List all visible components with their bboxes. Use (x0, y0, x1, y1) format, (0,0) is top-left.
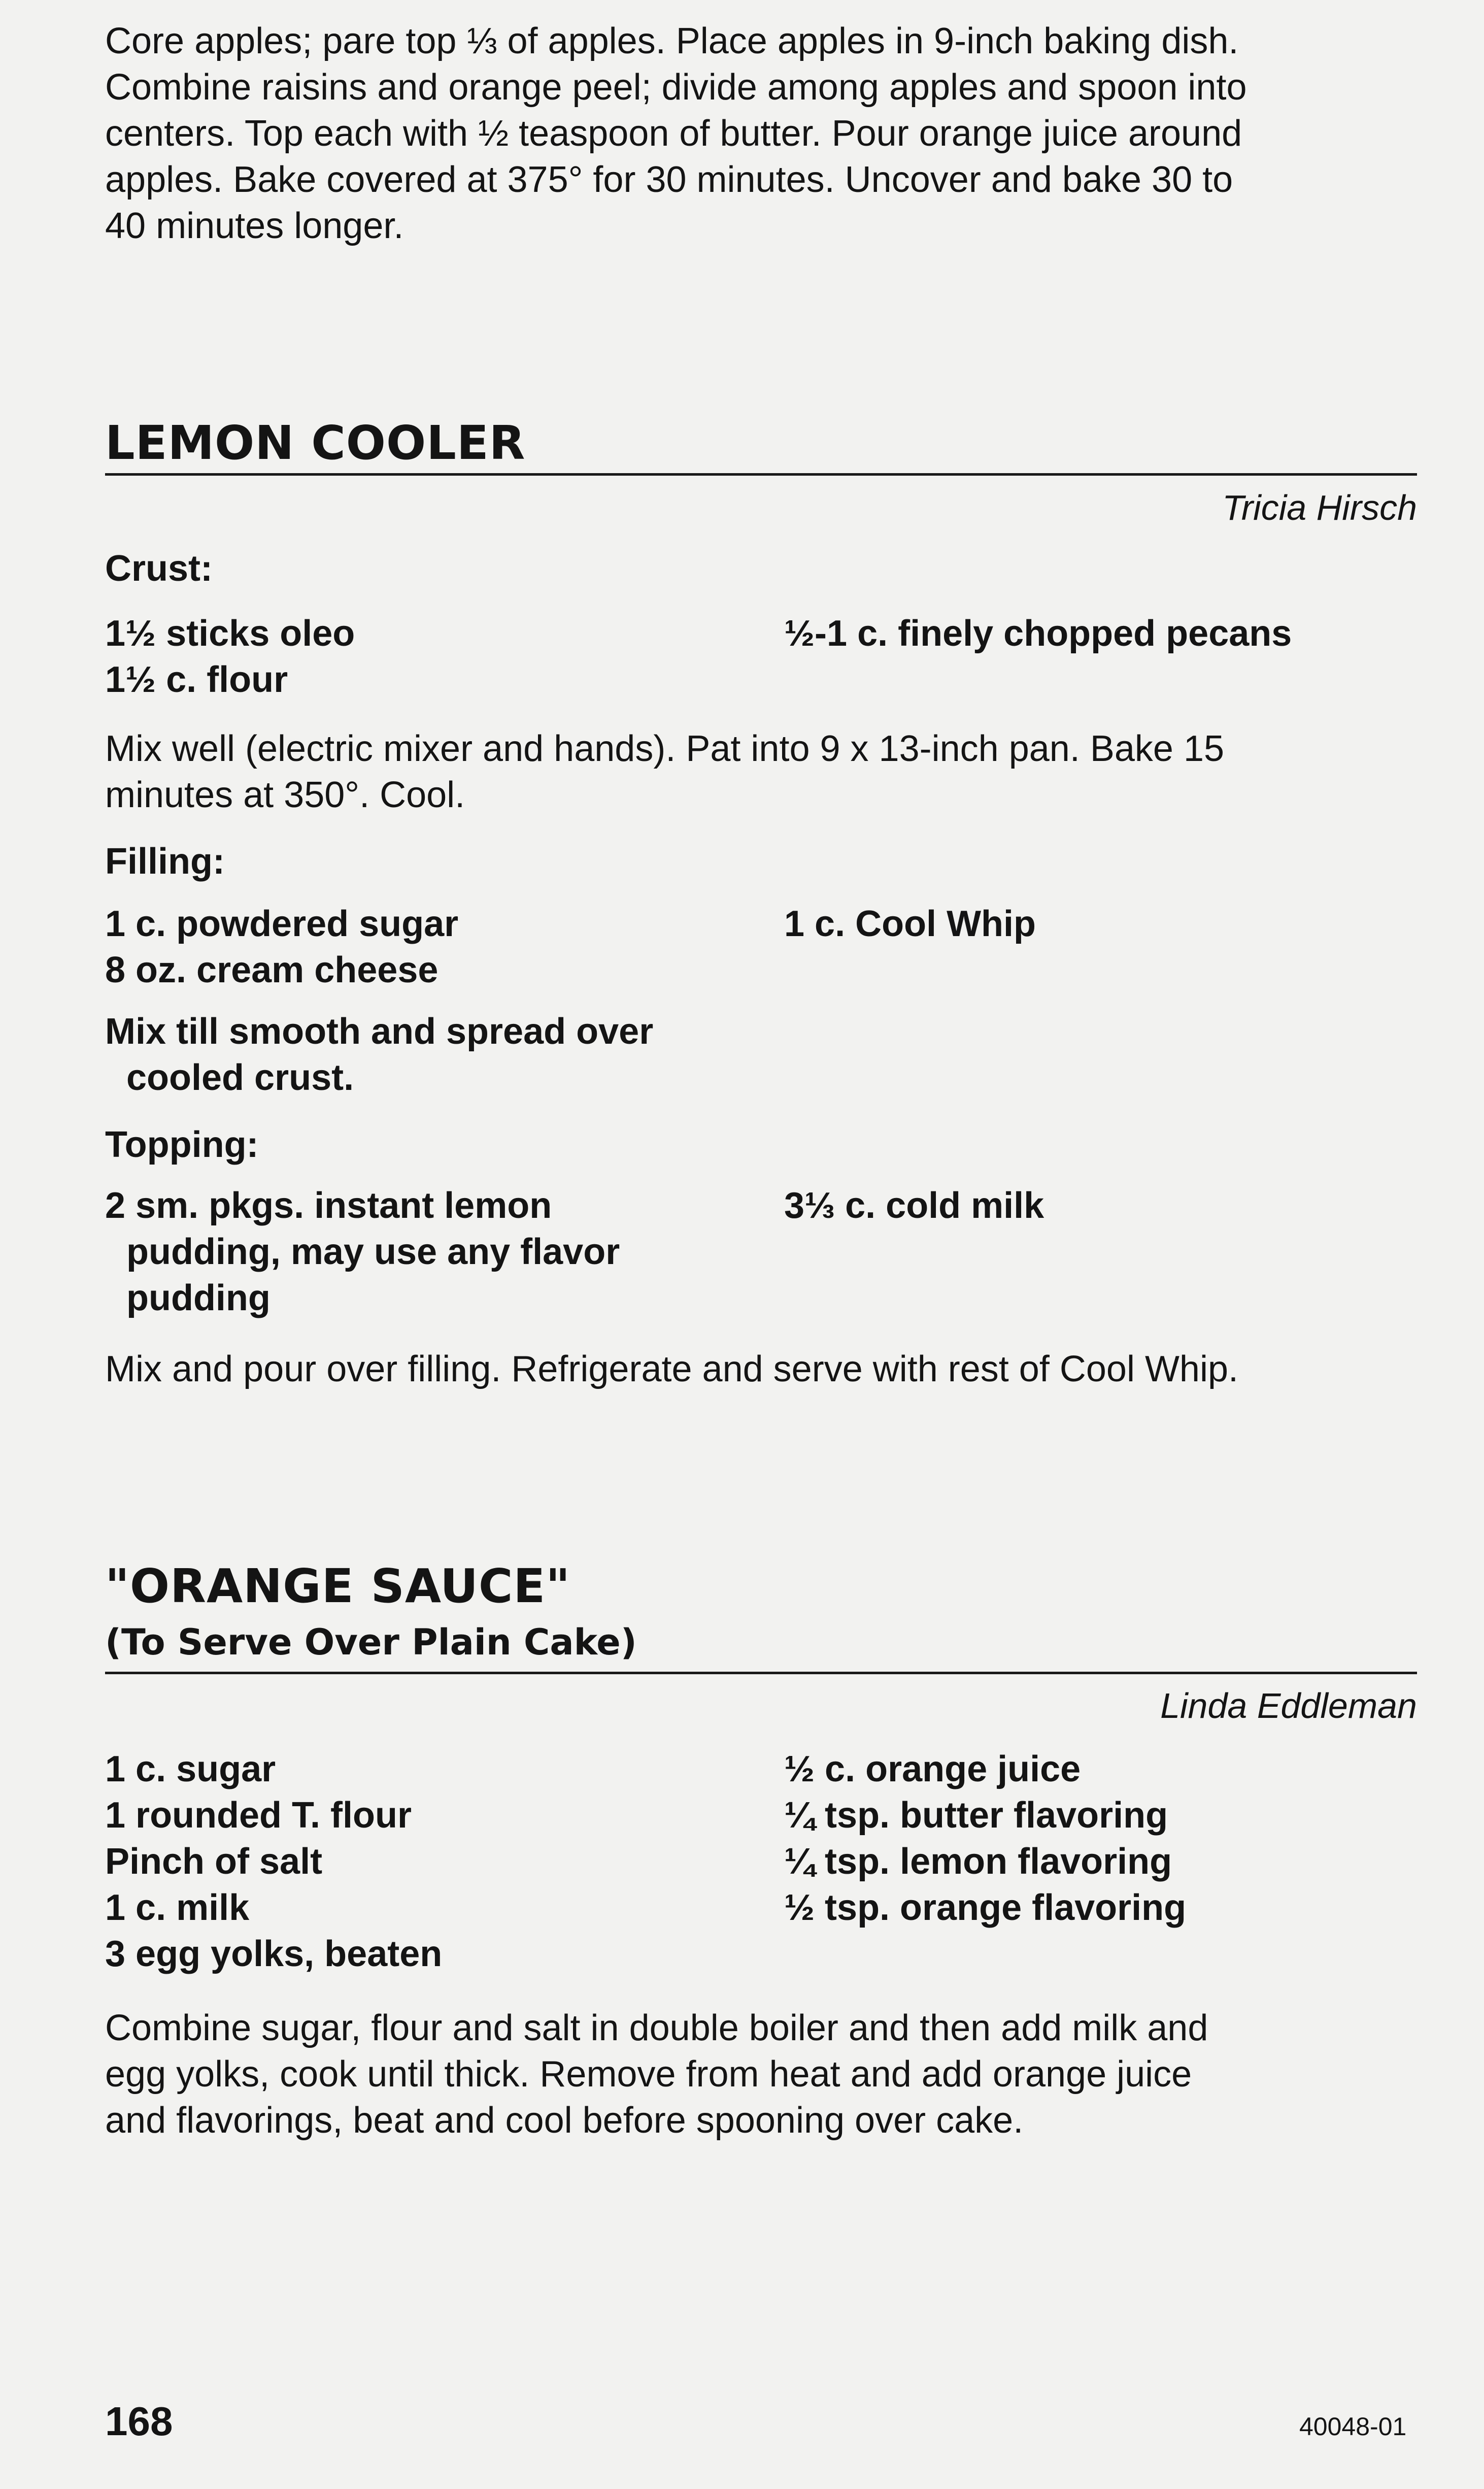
topping-ingredients-right (784, 1183, 1044, 1229)
title-rule (105, 1672, 1417, 1674)
ingredient-item: 1½ sticks oleo (105, 613, 355, 654)
ingredient-item: 3⅓ c. cold milk (784, 1185, 1044, 1226)
ingredient-item: 8 oz. cream cheese (105, 950, 439, 990)
directions-line: cooled crust. (126, 1057, 354, 1098)
intro-line: apples. Bake covered at 375° for 30 minutes. Uncover and bake 30 to (105, 159, 1233, 200)
ingredient-item: pudding, may use any flavor (126, 1232, 620, 1272)
intro-line: centers. Top each with ½ teaspoon of butter. Pour orange juice around (105, 113, 1242, 154)
filling-ingredients-right (784, 901, 1036, 947)
ingredient-item: 3 egg yolks, beaten (105, 1934, 443, 1974)
title-rule (105, 473, 1417, 476)
ingredient-item: 2 sm. pkgs. instant lemon (105, 1185, 552, 1226)
section-heading-topping: Topping: (105, 1124, 259, 1165)
section-heading-crust: Crust: (105, 548, 213, 589)
print-code: 40048-01 (1299, 2412, 1407, 2441)
recipe-title-orange-sauce: "ORANGE SAUCE" (105, 1559, 571, 1613)
orange-sauce-ingredients-right (784, 1746, 1186, 1931)
ingredient-item: ¼ tsp. lemon flavoring (784, 1841, 1172, 1882)
ingredient-item: 1½ c. flour (105, 659, 288, 700)
ingredient-item: 1 c. Cool Whip (784, 904, 1036, 944)
directions-line: Mix well (electric mixer and hands). Pat into 9 x 13-inch pan. Bake 15 (105, 728, 1225, 769)
directions-line: Combine sugar, flour and salt in double boiler and then add milk and (105, 2008, 1208, 2048)
ingredient-item: 1 c. powdered sugar (105, 904, 459, 944)
intro-line: 40 minutes longer. (105, 206, 404, 246)
intro-line: Combine raisins and orange peel; divide among apples and spoon into (105, 67, 1247, 108)
orange-sauce-directions (105, 2005, 1208, 2144)
intro-paragraph (105, 18, 1247, 249)
orange-sauce-ingredients-left (105, 1746, 442, 1977)
ingredient-item: Pinch of salt (105, 1841, 323, 1882)
filling-ingredients-left (105, 901, 458, 993)
ingredient-item: ½ tsp. orange flavoring (784, 1887, 1187, 1928)
ingredient-item: 1 c. milk (105, 1887, 250, 1928)
ingredient-item: pudding (126, 1278, 271, 1318)
page-number: 168 (105, 2399, 173, 2444)
directions-line: and flavorings, beat and cool before spooning over cake. (105, 2100, 1024, 2141)
section-heading-filling: Filling: (105, 841, 225, 882)
directions-line: egg yolks, cook until thick. Remove from heat and add orange juice (105, 2054, 1192, 2095)
recipe-subtitle: (To Serve Over Plain Cake) (105, 1621, 637, 1663)
recipe-author: Tricia Hirsch (1222, 488, 1417, 527)
intro-line: Core apples; pare top ⅓ of apples. Place apples in 9-inch baking dish. (105, 21, 1239, 61)
topping-directions (105, 1346, 1238, 1392)
recipe-title-lemon-cooler: LEMON COOLER (105, 416, 526, 470)
crust-ingredients-left (105, 611, 355, 703)
topping-ingredients-left (105, 1183, 620, 1321)
ingredient-item: 1 c. sugar (105, 1749, 276, 1789)
ingredient-item: ¼ tsp. butter flavoring (784, 1795, 1168, 1836)
filling-directions (105, 1009, 653, 1101)
directions-line: minutes at 350°. Cool. (105, 775, 465, 815)
recipe-author: Linda Eddleman (1160, 1686, 1417, 1725)
crust-directions (105, 726, 1224, 818)
ingredient-item: ½-1 c. finely chopped pecans (784, 613, 1292, 654)
ingredient-item: 1 rounded T. flour (105, 1795, 412, 1836)
ingredient-item: ½ c. orange juice (784, 1749, 1081, 1789)
directions-line: Mix till smooth and spread over (105, 1011, 654, 1052)
crust-ingredients-right (784, 611, 1292, 657)
directions-line: Mix and pour over filling. Refrigerate and serve with rest of Cool Whip. (105, 1349, 1238, 1389)
